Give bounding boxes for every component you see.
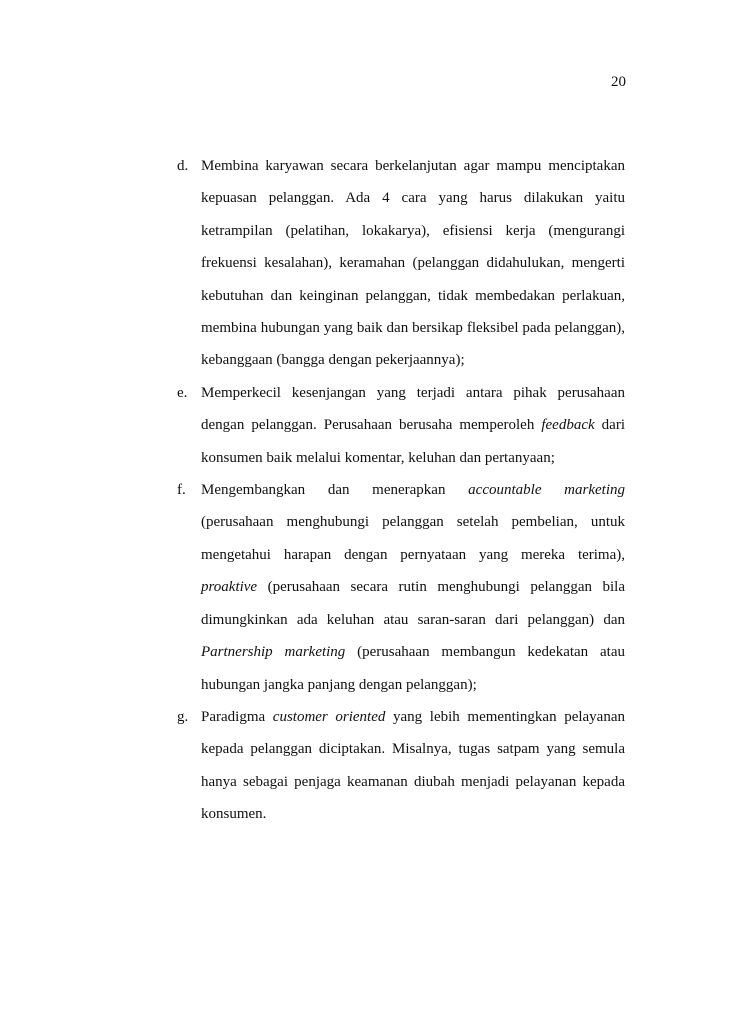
item-text: (perusahaan secara rutin menghubungi pelanggan bila dimungkinkan ada keluhan atau saran-saran dari pelanggan) dan bbox=[201, 579, 625, 628]
item-text-italic: Partnership marketing bbox=[201, 644, 346, 661]
page-number: 20 bbox=[611, 74, 626, 90]
item-text: (perusahaan membangun kedekatan atau hubungan jangka panjang dengan pelanggan); bbox=[201, 644, 625, 693]
item-text: dari konsumen baik melalui komentar, keluhan dan pertanyaan; bbox=[201, 417, 625, 466]
list-item-e bbox=[177, 377, 625, 474]
list-marker: d. bbox=[177, 158, 189, 174]
list-marker: g. bbox=[177, 708, 189, 725]
document-body bbox=[177, 150, 625, 831]
list-item-f bbox=[177, 474, 625, 701]
item-text-italic: feedback bbox=[541, 417, 595, 434]
list-item-g bbox=[177, 701, 625, 831]
item-text-italic: customer oriented bbox=[272, 708, 386, 725]
item-text: Membina karyawan secara berkelanjutan agar mampu menciptakan kepuasan pelanggan. Ada 4 cara yang harus dilakukan yaitu ketrampilan (pelatihan, lokakarya), efisiensi kerja (mengurangi frekuensi kesalahan), keramahan (pelanggan didahulukan, mengerti kebutuhan dan keinginan pelanggan, tidak membedakan perlakuan, membina hubungan yang baik dan bersikap fleksibel pada pelanggan), kebanggaan (bangga dengan pekerjaannya); bbox=[201, 158, 625, 369]
list-item-d bbox=[177, 150, 625, 377]
item-text-italic: proaktive bbox=[201, 579, 258, 596]
item-text: Mengembangkan dan menerapkan bbox=[201, 482, 469, 499]
list-marker: e. bbox=[177, 384, 188, 401]
item-text: Paradigma bbox=[201, 708, 273, 725]
list-marker: f. bbox=[177, 482, 186, 499]
item-text: yang lebih mementingkan pelayanan kepada pelanggan diciptakan. Misalnya, tugas satpam yang semula hanya sebagai penjaga keamanan diubah menjadi pelayanan kepada konsumen. bbox=[201, 708, 625, 823]
item-text: Memperkecil kesenjangan yang terjadi antara pihak perusahaan dengan pelanggan. Perusahaan berusaha memperoleh bbox=[201, 384, 625, 434]
item-text: (perusahaan menghubungi pelanggan setelah pembelian, untuk mengetahui harapan dengan pernyataan yang mereka terima), bbox=[201, 514, 625, 563]
item-text-italic: accountable marketing bbox=[468, 482, 625, 499]
